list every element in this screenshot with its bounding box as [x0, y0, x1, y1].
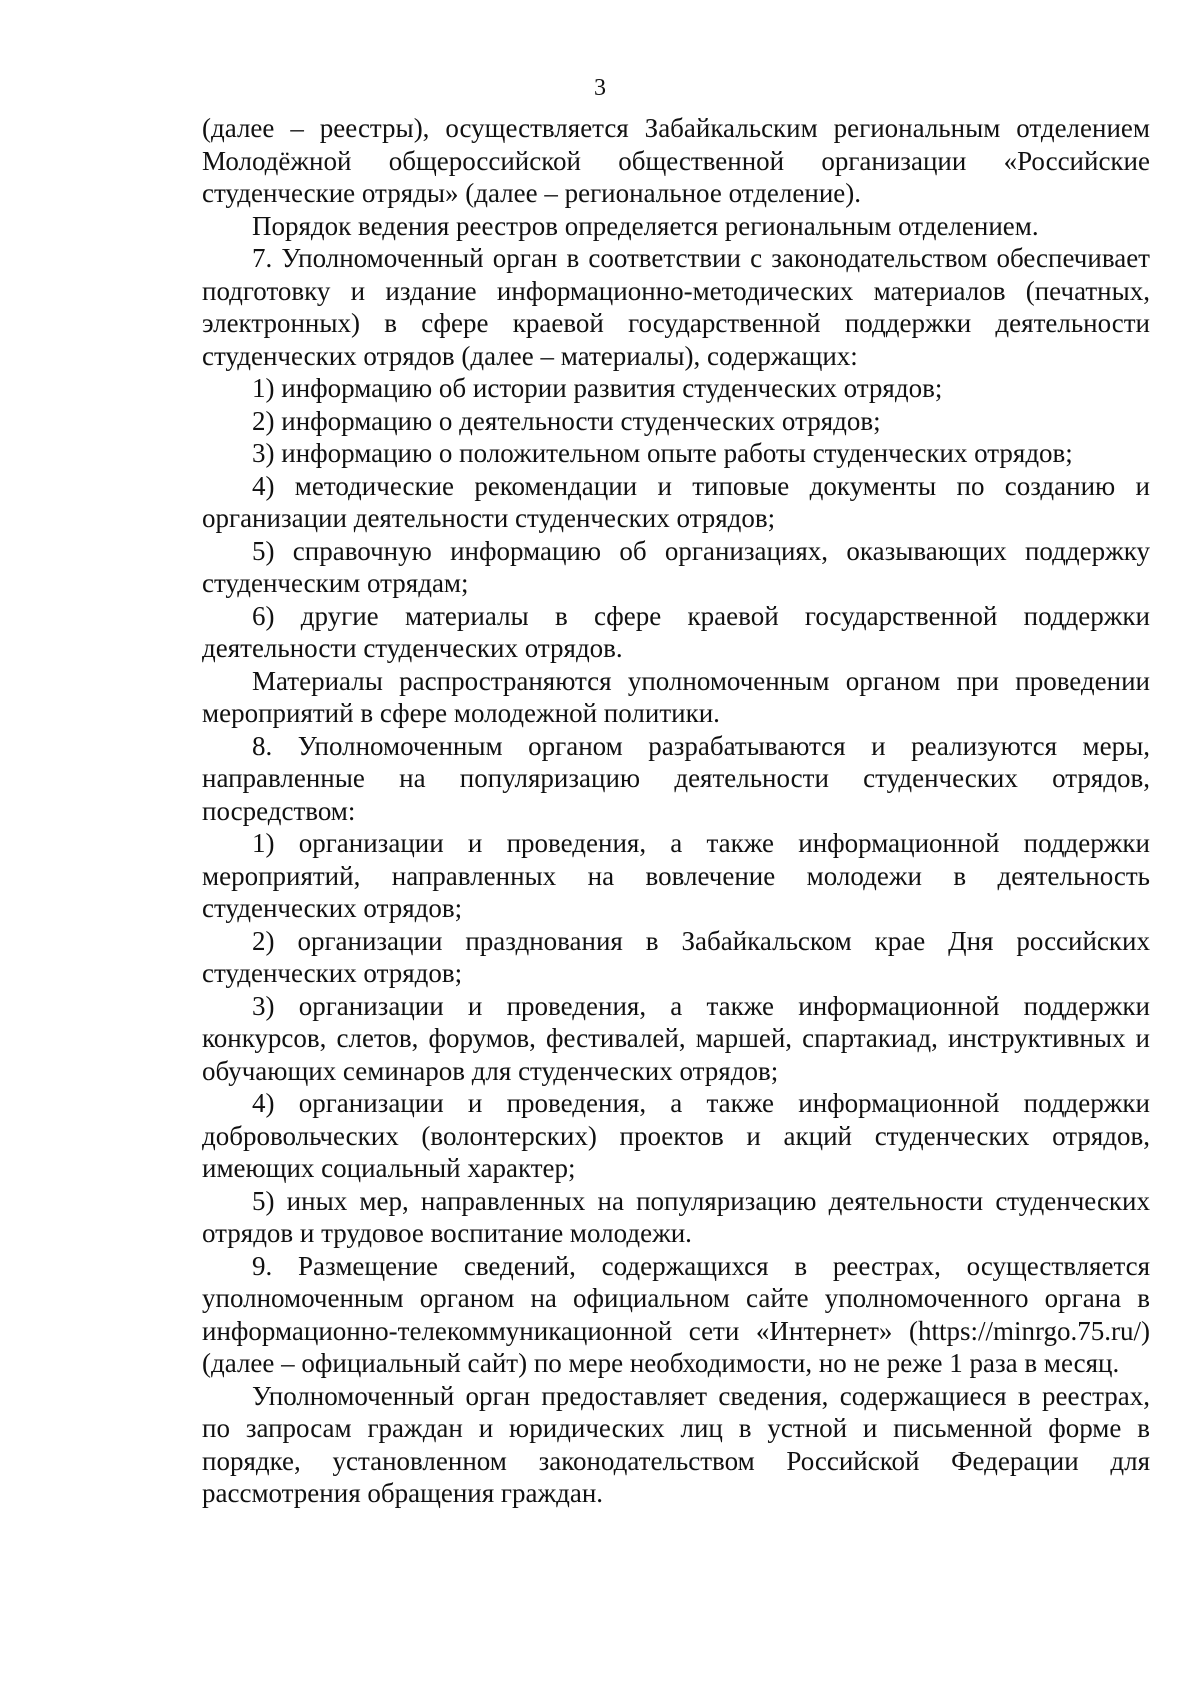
- paragraph-information-requests: Уполномоченный орган предоставляет сведения, содержащиеся в реестрах, по запросам граждан и юридических лиц в устной и письменной форме в порядке, установленном законодательством Российской Федерации для рассмотрения обращения граждан.: [202, 1380, 1150, 1508]
- paragraph-item-8-subitem-5: 5) иных мер, направленных на популяризацию деятельности студенческих отрядов и трудовое воспитание молодежи.: [202, 1185, 1150, 1248]
- paragraph-item-8-subitem-4: 4) организации и проведения, а также информационной поддержки добровольческих (волонтерских) проектов и акций студенческих отрядов, имеющих социальный характер;: [202, 1088, 1150, 1183]
- paragraph-materials-distribution: Материалы распространяются уполномоченным органом при проведении мероприятий в сфере молодежной политики.: [202, 665, 1150, 728]
- paragraph-registry-continuation: (далее – реестры), осуществляется Забайкальским региональным отделением Молодёжной общероссийской общественной организации «Российские студенческие отряды» (далее – региональное отделение).: [202, 113, 1150, 208]
- paragraph-item-9: 9. Размещение сведений, содержащихся в реестрах, осуществляется уполномоченным органом на официальном сайте уполномоченного органа в информационно-телекоммуникационной сети «Интернет» (https://minrgo.75.ru/) (далее – официальный сайт) по мере необходимости, но не реже 1 раза в месяц.: [202, 1250, 1150, 1378]
- paragraph-registry-order: Порядок ведения реестров определяется региональным отделением.: [252, 210, 1039, 241]
- document-body: [202, 112, 1150, 1510]
- paragraph-item-7-subitem-1: 1) информацию об истории развития студенческих отрядов;: [252, 373, 943, 403]
- paragraph-item-7: 7. Уполномоченный орган в соответствии с законодательством обеспечивает подготовку и издание информационно-методических материалов (печатных, электронных) в сфере краевой государственной поддержки деятельности студенческих отрядов (далее – материалы), содержащих:: [202, 243, 1150, 371]
- paragraph-item-8-subitem-2: 2) организации празднования в Забайкальском крае Дня российских студенческих отрядов;: [202, 925, 1150, 988]
- paragraph-item-7-subitem-6: 6) другие материалы в сфере краевой государственной поддержки деятельности студенческих отрядов.: [202, 600, 1150, 663]
- page-number: 3: [594, 75, 606, 101]
- paragraph-item-8-subitem-3: 3) организации и проведения, а также информационной поддержки конкурсов, слетов, форумов, фестивалей, маршей, спартакиад, инструктивных и обучающих семинаров для студенческих отрядов;: [202, 990, 1150, 1086]
- paragraph-item-8-subitem-1: 1) организации и проведения, а также информационной поддержки мероприятий, направленных на вовлечение молодежи в деятельность студенческих отрядов;: [202, 828, 1150, 923]
- paragraph-item-7-subitem-3: 3) информацию о положительном опыте работы студенческих отрядов;: [252, 438, 1073, 468]
- paragraph-item-7-subitem-4: 4) методические рекомендации и типовые документы по созданию и организации деятельности студенческих отрядов;: [202, 470, 1150, 533]
- paragraph-item-8: 8. Уполномоченным органом разрабатываются и реализуются меры, направленные на популяризацию деятельности студенческих отрядов, посредством:: [202, 730, 1150, 826]
- paragraph-item-7-subitem-2: 2) информацию о деятельности студенческих отрядов;: [252, 405, 881, 436]
- paragraph-item-7-subitem-5: 5) справочную информацию об организациях, оказывающих поддержку студенческим отрядам;: [202, 535, 1150, 598]
